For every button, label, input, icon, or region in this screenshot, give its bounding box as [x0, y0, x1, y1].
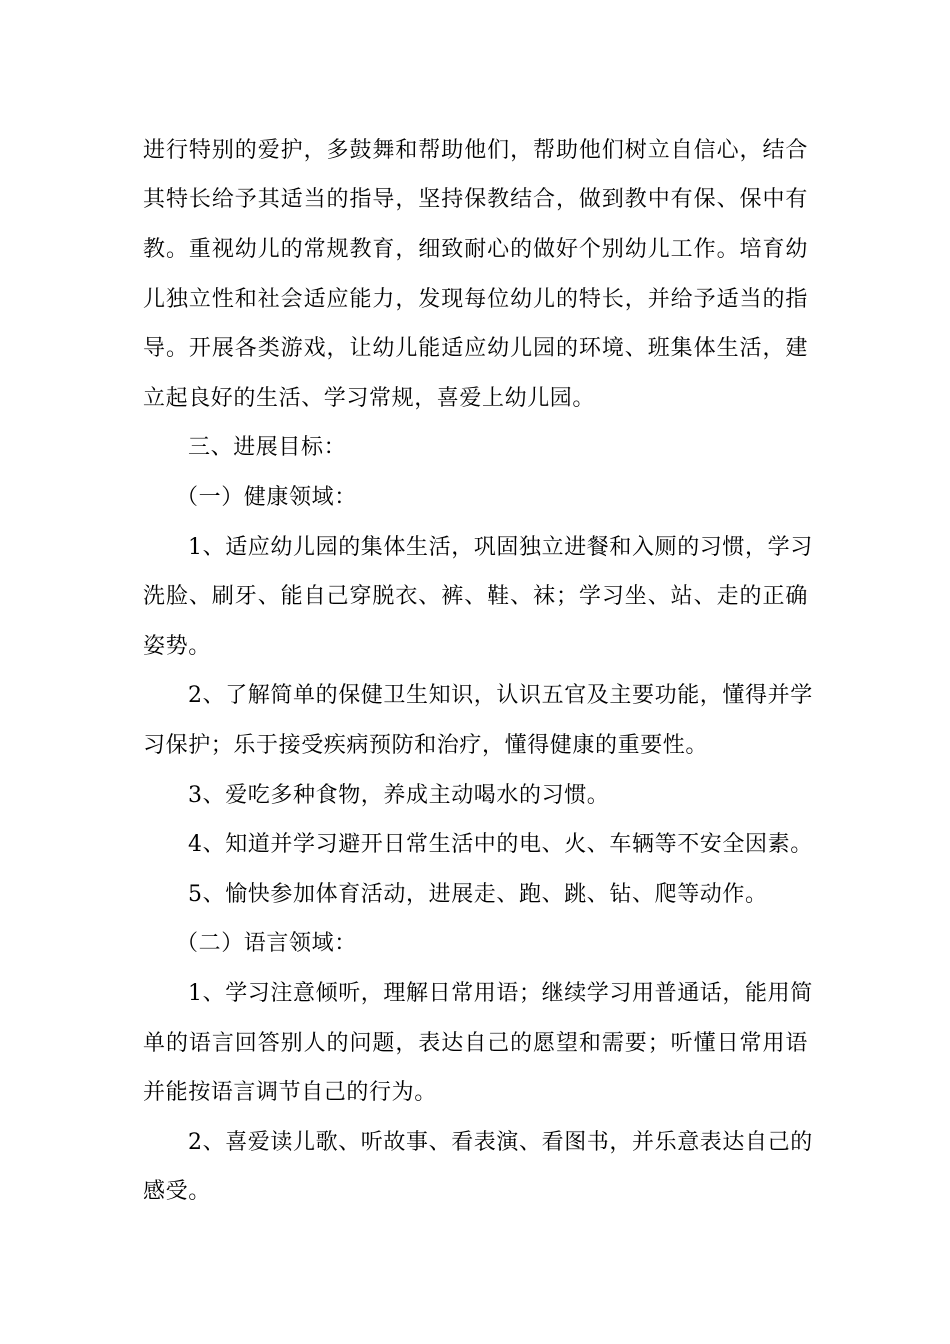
paragraph-line: 其特长给予其适当的指导，坚持保教结合，做到教中有保、保中有 [143, 187, 808, 212]
subsection-heading: （一）健康领域： [176, 485, 357, 510]
list-item-line: 感受。 [143, 1179, 211, 1204]
list-item-line: 4、知道并学习避开日常生活中的电、火、车辆等不安全因素。 [188, 832, 813, 857]
list-item-line: 1、适应幼儿园的集体生活，巩固独立进餐和入厕的习惯，学习 [188, 535, 813, 560]
paragraph-line: 导。开展各类游戏，让幼儿能适应幼儿园的环境、班集体生活，建 [143, 336, 808, 361]
paragraph-line: 教。重视幼儿的常规教育，细致耐心的做好个别幼儿工作。培育幼 [143, 237, 808, 262]
list-item-line: 5、愉快参加体育活动，进展走、跑、跳、钻、爬等动作。 [188, 882, 768, 907]
paragraph-line: 进行特别的爱护，多鼓舞和帮助他们，帮助他们树立自信心，结合 [143, 138, 808, 163]
section-heading: 三、进展目标： [188, 435, 347, 460]
list-item-line: 1、学习注意倾听，理解日常用语；继续学习用普通话，能用简 [188, 981, 813, 1006]
list-item-line: 洗脸、刷牙、能自己穿脱衣、裤、鞋、袜；学习坐、站、走的正确 [143, 584, 808, 609]
list-item-line: 习保护；乐于接受疾病预防和治疗，懂得健康的重要性。 [143, 733, 709, 758]
list-item-line: 并能按语言调节自己的行为。 [143, 1080, 437, 1105]
list-item-line: 2、了解简单的保健卫生知识，认识五官及主要功能，懂得并学 [188, 683, 813, 708]
list-item-line: 姿势。 [143, 634, 211, 659]
list-item-line: 单的语言回答别人的问题，表达自己的愿望和需要；听懂日常用语 [143, 1031, 808, 1056]
paragraph-line: 儿独立性和社会适应能力，发现每位幼儿的特长，并给予适当的指 [143, 287, 808, 312]
list-item-line: 3、爱吃多种食物，养成主动喝水的习惯。 [188, 783, 610, 808]
subsection-heading: （二）语言领域： [176, 931, 357, 956]
paragraph-line: 立起良好的生活、学习常规，喜爱上幼儿园。 [143, 386, 596, 411]
list-item-line: 2、喜爱读儿歌、听故事、看表演、看图书，并乐意表达自己的 [188, 1130, 813, 1155]
